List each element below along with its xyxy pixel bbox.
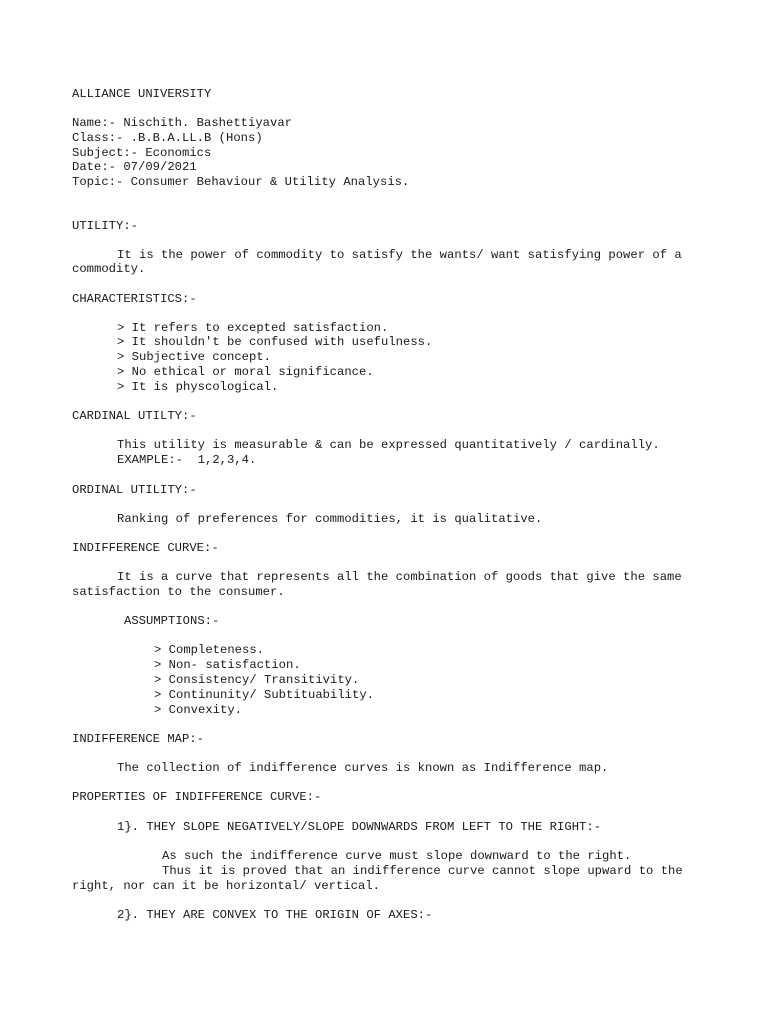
- utility-heading: UTILITY:-: [72, 219, 139, 233]
- assumptions-heading: ASSUMPTIONS:-: [124, 614, 220, 628]
- property-1-line-2: Thus it is proved that an indifference curve cannot slope upward to the: [162, 864, 683, 878]
- institution-name: ALLIANCE UNIVERSITY: [72, 87, 212, 101]
- date-line: Date:- 07/09/2021: [72, 160, 197, 174]
- property-1-line-3: right, nor can it be horizontal/ vertical.: [72, 879, 381, 893]
- cardinal-utility-heading: CARDINAL UTILTY:-: [72, 409, 197, 423]
- ordinal-utility-definition: Ranking of preferences for commodities, it is qualitative.: [117, 512, 543, 526]
- characteristics-item: > It shouldn't be confused with usefulness.: [117, 335, 433, 349]
- assumption-item: > Consistency/ Transitivity.: [154, 673, 360, 687]
- property-2-heading: 2}. THEY ARE CONVEX TO THE ORIGIN OF AXES:-: [117, 908, 433, 922]
- subject-line: Subject:- Economics: [72, 146, 212, 160]
- assumption-item: > Non- satisfaction.: [154, 658, 301, 672]
- indifference-map-definition: The collection of indifference curves is known as Indifference map.: [117, 761, 609, 775]
- properties-heading: PROPERTIES OF INDIFFERENCE CURVE:-: [72, 790, 322, 804]
- topic-line: Topic:- Consumer Behaviour & Utility Analysis.: [72, 175, 410, 189]
- assumption-item: > Convexity.: [154, 703, 243, 717]
- property-1-heading: 1}. THEY SLOPE NEGATIVELY/SLOPE DOWNWARDS FROM LEFT TO THE RIGHT:-: [117, 820, 602, 834]
- indifference-curve-definition-line-1: It is a curve that represents all the combination of goods that give the same: [117, 570, 682, 584]
- property-1-line-1: As such the indifference curve must slope downward to the right.: [162, 849, 632, 863]
- indifference-curve-heading: INDIFFERENCE CURVE:-: [72, 541, 219, 555]
- ordinal-utility-heading: ORDINAL UTILITY:-: [72, 483, 197, 497]
- utility-definition-line-2: commodity.: [72, 262, 146, 276]
- student-name: Name:- Nischith. Bashettiyavar: [72, 116, 293, 130]
- cardinal-utility-definition: This utility is measurable & can be expressed quantitatively / cardinally.: [117, 438, 660, 452]
- characteristics-heading: CHARACTERISTICS:-: [72, 292, 197, 306]
- indifference-curve-definition-line-2: satisfaction to the consumer.: [72, 585, 285, 599]
- characteristics-item: > Subjective concept.: [117, 350, 272, 364]
- characteristics-item: > No ethical or moral significance.: [117, 365, 374, 379]
- utility-definition-line-1: It is the power of commodity to satisfy the wants/ want satisfying power of a: [117, 248, 682, 262]
- indifference-map-heading: INDIFFERENCE MAP:-: [72, 732, 205, 746]
- student-class: Class:- .B.B.A.LL.B (Hons): [72, 131, 263, 145]
- cardinal-utility-example: EXAMPLE:- 1,2,3,4.: [117, 453, 257, 467]
- assumption-item: > Completeness.: [154, 643, 265, 657]
- assumption-item: > Continunity/ Subtituability.: [154, 688, 375, 702]
- characteristics-item: > It refers to excepted satisfaction.: [117, 321, 389, 335]
- characteristics-item: > It is physcological.: [117, 380, 279, 394]
